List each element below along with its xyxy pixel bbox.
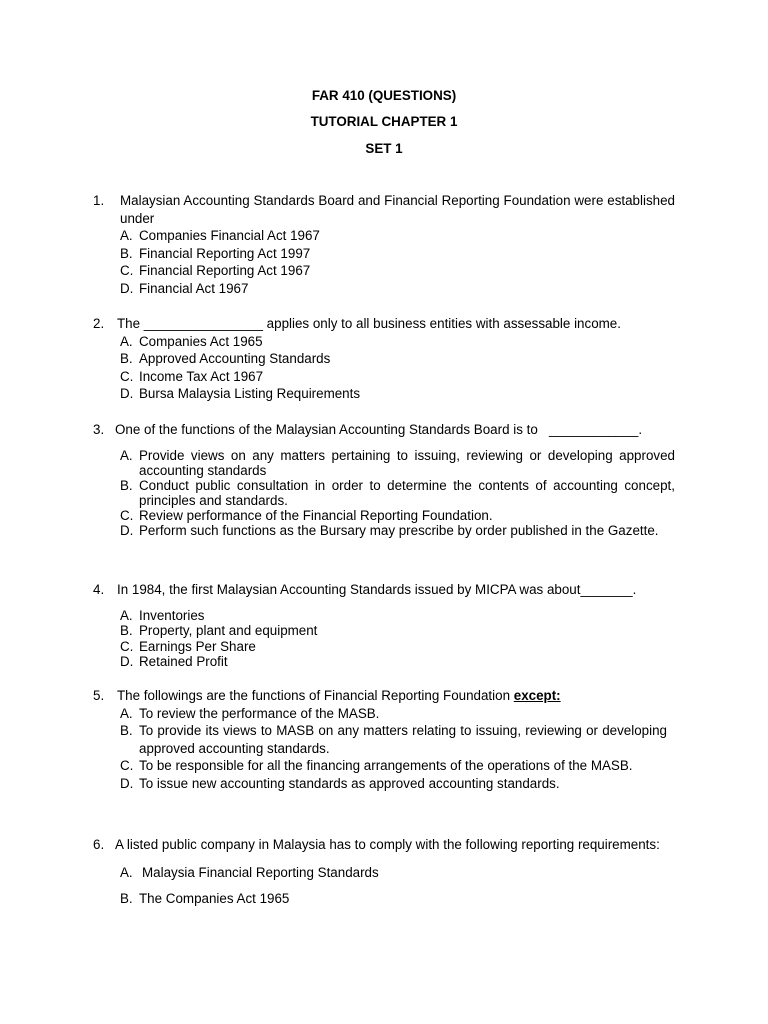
option-text: Financial Act 1967: [139, 280, 249, 296]
question-5: [93, 687, 675, 792]
question-text: Malaysian Accounting Standards Board and Financial Reporting Foundation were established under: [120, 193, 675, 226]
option-c: [93, 262, 675, 280]
option-letter: C.: [120, 507, 134, 523]
option-a: [93, 864, 675, 882]
question-1: [93, 192, 675, 297]
option-letter: C.: [120, 263, 134, 278]
option-letter: B.: [120, 351, 133, 366]
question-text: The ________________ applies only to all business entities with assessable income.: [117, 316, 621, 331]
option-text: Conduct public consultation in order to determine the contents of accounting concept, principles and standards.: [139, 477, 675, 508]
question-text: In 1984, the first Malaysian Accounting Standards issued by MICPA was about_______.: [117, 582, 637, 597]
option-text: Companies Financial Act 1967: [139, 228, 320, 243]
option-text: Perform such functions as the Bursary may prescribe by order published in the Gazette.: [139, 522, 659, 538]
option-letter: D.: [120, 775, 134, 791]
option-letter: A.: [120, 864, 133, 880]
question-number: 2.: [93, 316, 105, 331]
option-text: Bursa Malaysia Listing Requirements: [139, 386, 361, 401]
option-text: Retained Profit: [139, 654, 228, 669]
option-text: Property, plant and equipment: [139, 623, 318, 638]
option-c: [93, 639, 675, 655]
option-text: Financial Reporting Act 1997: [139, 245, 311, 261]
option-letter: B.: [120, 723, 133, 738]
option-b: [93, 890, 675, 908]
option-text: Financial Reporting Act 1967: [139, 263, 311, 278]
option-letter: D.: [120, 654, 134, 669]
option-letter: D.: [120, 386, 134, 401]
question-3: [93, 421, 675, 538]
question-text: A listed public company in Malaysia has to comply with the following reporting requirements:: [115, 837, 660, 852]
option-letter: C.: [120, 638, 134, 654]
option-a: [93, 608, 675, 624]
option-a: [93, 227, 675, 245]
option-text: Malaysia Financial Reporting Standards: [142, 864, 379, 880]
option-text: Inventories: [139, 607, 205, 623]
option-text: To provide its views to MASB on any matters relating to issuing, reviewing or developing approved accounting standards.: [139, 723, 667, 756]
option-a: [93, 333, 675, 351]
option-b: [93, 722, 675, 757]
question-2: [93, 315, 675, 403]
option-text: The Companies Act 1965: [139, 891, 290, 906]
option-letter: B.: [120, 891, 133, 906]
question-4: [93, 581, 675, 670]
question-number: 4.: [93, 582, 105, 597]
option-a: [93, 705, 675, 723]
option-d: [93, 523, 675, 538]
option-letter: A.: [120, 333, 133, 349]
option-c: [93, 508, 675, 523]
question-number: 5.: [93, 688, 105, 703]
option-b: [93, 350, 675, 368]
option-letter: A.: [120, 228, 133, 243]
question-number: 3.: [93, 422, 105, 437]
option-d: [93, 280, 675, 298]
option-b: [93, 478, 675, 508]
option-letter: A.: [120, 447, 133, 463]
option-letter: B.: [120, 623, 133, 638]
option-text: Provide views on any matters pertaining to issuing, reviewing or developing approved accounting standards: [139, 447, 675, 478]
question-number: 1.: [93, 193, 105, 208]
option-text: To be responsible for all the financing arrangements of the operations of the MASB.: [139, 758, 633, 773]
option-letter: A.: [120, 607, 133, 623]
doc-title: FAR 410 (QUESTIONS): [311, 88, 457, 103]
option-text: To issue new accounting standards as approved accounting standards.: [139, 775, 560, 791]
option-letter: B.: [120, 245, 133, 261]
option-b: [93, 245, 675, 263]
option-c: [93, 757, 675, 775]
option-letter: D.: [120, 522, 134, 538]
option-text: Review performance of the Financial Reporting Foundation.: [139, 507, 493, 523]
option-c: [93, 368, 675, 386]
option-letter: D.: [120, 280, 134, 296]
option-text: Earnings Per Share: [139, 638, 256, 654]
option-letter: C.: [120, 368, 134, 384]
question-text: One of the functions of the Malaysian Accounting Standards Board is to ____________.: [115, 422, 643, 437]
option-b: [93, 623, 675, 639]
option-d: [93, 654, 675, 670]
question-number: 6.: [93, 837, 105, 852]
option-d: [93, 775, 675, 793]
option-letter: C.: [120, 758, 134, 773]
option-text: Companies Act 1965: [139, 333, 263, 349]
doc-subtitle: TUTORIAL CHAPTER 1: [310, 114, 458, 129]
option-text: To review the performance of the MASB.: [139, 705, 380, 721]
doc-set-label: SET 1: [365, 141, 403, 156]
option-text: Approved Accounting Standards: [139, 351, 331, 366]
question-text: The followings are the functions of Financial Reporting Foundation: [117, 688, 514, 703]
option-text: Income Tax Act 1967: [139, 368, 264, 384]
option-a: [93, 448, 675, 478]
question-emphasis: except:: [513, 688, 561, 703]
option-letter: A.: [120, 705, 133, 721]
option-d: [93, 385, 675, 403]
option-letter: B.: [120, 477, 133, 493]
question-6: [93, 837, 675, 908]
